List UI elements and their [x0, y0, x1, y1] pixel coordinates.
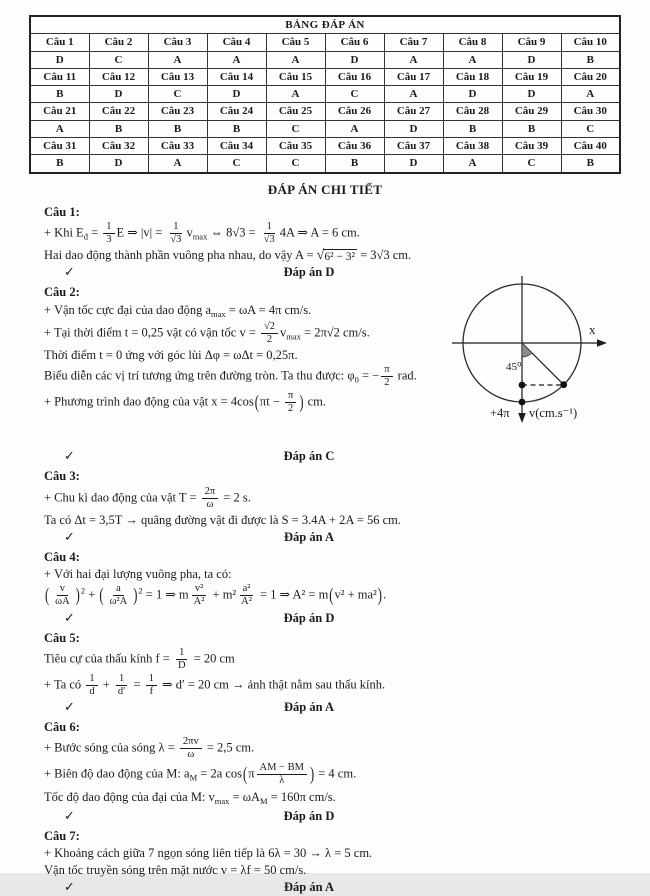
checkmark-icon: ✓	[64, 699, 75, 715]
solution-line	[44, 862, 632, 878]
math-text: +	[85, 587, 99, 602]
projection-point	[519, 382, 526, 389]
math-text: = 3√3 cm.	[356, 247, 412, 262]
math-text: .	[382, 587, 387, 602]
big-parenthesis: (	[45, 584, 50, 606]
answer-line	[44, 529, 574, 546]
question-label-cell: Câu 26	[325, 103, 384, 120]
answer-cell: B	[502, 120, 561, 137]
question-block-4	[44, 549, 632, 627]
math-text: + Bước sóng của sóng λ =	[44, 740, 178, 755]
math-text: ⇒ d′ = 20 cm → ảnh thật nằm sau thấu kính.	[158, 677, 386, 692]
circle-bottom-point	[519, 399, 526, 406]
math-text: =	[87, 225, 102, 240]
solution-line	[44, 221, 632, 246]
question-label-cell: Câu 29	[502, 103, 561, 120]
math-text: + Biên độ dao động của M: a	[44, 766, 190, 781]
fraction: $\frac{\text{v²}}{\text{A²}}$	[193, 583, 205, 608]
math-text: + Khi E	[44, 225, 84, 240]
answer-cell: B	[561, 155, 620, 173]
question-label-cell: Câu 35	[266, 138, 325, 155]
answer-cell: B	[30, 86, 89, 103]
fraction: $\frac{1}{d}$	[86, 673, 97, 698]
math-text: E ⇒ |v| =	[116, 225, 166, 240]
answer-cell: C	[325, 86, 384, 103]
answer-row	[30, 155, 620, 173]
answer-cell: C	[502, 155, 561, 173]
solution-line	[44, 486, 632, 511]
question-label-cell: Câu 15	[266, 68, 325, 85]
answer-cell: B	[89, 120, 148, 137]
math-text: + Ta có	[44, 677, 85, 692]
question-label-row	[30, 34, 620, 51]
answer-cell: B	[561, 51, 620, 68]
subscript: max	[192, 231, 208, 242]
answer-cell: D	[443, 86, 502, 103]
question-label-cell: Câu 28	[443, 103, 502, 120]
fraction: $\frac{1}{√3}$	[170, 220, 182, 245]
answer-label: Đáp án D	[283, 808, 335, 823]
big-parenthesis: )	[377, 584, 382, 606]
math-text: = 1 ⇒ A² = m	[256, 587, 329, 602]
question-label-cell: Câu 40	[561, 138, 620, 155]
question-heading: Câu 5:	[44, 630, 80, 645]
answer-cell: A	[384, 51, 443, 68]
fraction: $\frac{\text{a²}}{\text{A²}}$	[241, 583, 252, 608]
checkmark-icon: ✓	[64, 448, 75, 464]
question-label-cell: Câu 37	[384, 138, 443, 155]
solution-line	[44, 762, 632, 787]
fraction: $\frac{1}{d'}$	[117, 672, 126, 697]
subscript: đ	[83, 231, 88, 242]
superscript: 2	[138, 585, 143, 596]
fraction: $\frac{v}{\omega A}$	[55, 583, 70, 608]
math-text: v	[280, 325, 287, 340]
answer-cell: A	[384, 86, 443, 103]
answer-cell: D	[207, 86, 266, 103]
question-label-cell: Câu 13	[148, 68, 207, 85]
question-label-cell: Câu 36	[325, 138, 384, 155]
answer-cell: A	[148, 155, 207, 173]
angle-wedge	[522, 343, 532, 357]
big-parenthesis: (	[99, 584, 104, 606]
question-label-cell: Câu 8	[443, 34, 502, 51]
question-label-row	[30, 68, 620, 85]
question-label-cell: Câu 21	[30, 103, 89, 120]
fraction: $\frac{AM - BM}{\lambda}$	[257, 762, 307, 787]
question-label-cell: Câu 1	[30, 34, 89, 51]
answer-line	[44, 808, 574, 825]
math-text: = −	[358, 368, 380, 383]
math-text: v² + ma²	[334, 587, 377, 602]
math-text: = 160π cm/s.	[267, 789, 336, 804]
answer-row	[30, 51, 620, 68]
fraction: $\frac{1}{√3}$	[263, 220, 275, 245]
fraction: $\frac{\pi}{2}$	[381, 364, 392, 389]
math-text: =	[130, 677, 144, 692]
big-parenthesis: )	[75, 584, 80, 606]
math-text: + Vận tốc cực đại của dao động a	[44, 302, 212, 317]
question-label-cell: Câu 20	[561, 68, 620, 85]
answer-line	[44, 699, 574, 716]
subscript: max	[286, 331, 301, 342]
question-heading: Câu 4:	[44, 549, 80, 564]
question-heading: Câu 2:	[44, 285, 80, 300]
subscript: max	[214, 795, 230, 806]
math-text: 4A ⇒ A = 6 cm.	[279, 225, 360, 240]
math-text: + Tại thời điểm t = 0,25 vật có vận tốc v =	[44, 325, 259, 340]
math-text: π	[248, 766, 255, 781]
question-label-cell: Câu 5	[266, 34, 325, 51]
answer-cell: A	[443, 155, 502, 173]
x-axis-label: x	[589, 322, 596, 337]
math-text: Thời điểm t = 0 ứng với góc lùi Δφ = ωΔt = 0,25π.	[44, 347, 298, 362]
answer-cell: C	[207, 155, 266, 173]
checkmark-icon: ✓	[64, 264, 75, 280]
solution-line	[44, 512, 632, 528]
phasor-diagram	[450, 256, 646, 428]
answer-label: Đáp án C	[283, 449, 335, 464]
solution-line	[44, 583, 632, 608]
answer-cell: C	[266, 155, 325, 173]
question-label-cell: Câu 38	[443, 138, 502, 155]
math-text: + Với hai đại lượng vuông pha, ta có:	[44, 567, 232, 582]
math-text: cm.	[304, 394, 327, 409]
answer-label: Đáp án D	[283, 610, 335, 625]
fraction: $\frac{a}{\text{ω²A}}$	[109, 583, 128, 608]
question-label-cell: Câu 12	[89, 68, 148, 85]
answer-cell: B	[148, 120, 207, 137]
answer-cell: D	[384, 155, 443, 173]
x-axis-arrow	[597, 339, 607, 347]
answer-cell: C	[561, 120, 620, 137]
solution-line	[44, 566, 632, 582]
question-label-cell: Câu 18	[443, 68, 502, 85]
math-text: Tốc độ dao động của đại của M: v	[44, 789, 215, 804]
subscript: max	[211, 308, 226, 319]
question-label-cell: Câu 14	[207, 68, 266, 85]
question-label-cell: Câu 6	[325, 34, 384, 51]
math-text: Ta có Δt = 3,5T → quãng đường vật đi được là S = 3.4A + 2A = 56 cm.	[44, 512, 402, 527]
math-text: Tiêu cự của thấu kính f =	[44, 651, 173, 666]
answer-cell: B	[207, 120, 266, 137]
question-label-cell: Câu 30	[561, 103, 620, 120]
question-label-cell: Câu 24	[207, 103, 266, 120]
answer-label: Đáp án A	[283, 700, 335, 715]
answer-cell: C	[148, 86, 207, 103]
question-label-cell: Câu 25	[266, 103, 325, 120]
answer-cell: A	[207, 51, 266, 68]
question-label-row	[30, 138, 620, 155]
question-label-cell: Câu 23	[148, 103, 207, 120]
answer-table-section	[29, 0, 621, 174]
answer-cell: A	[443, 51, 502, 68]
answer-cell: D	[384, 120, 443, 137]
solution-line	[44, 673, 632, 698]
question-label-cell: Câu 19	[502, 68, 561, 85]
answer-line	[44, 448, 574, 465]
math-text: Hai dao động thành phần vuông pha nhau, do vậy A =	[44, 247, 317, 262]
solution-line	[44, 647, 632, 672]
question-label-cell: Câu 10	[561, 34, 620, 51]
question-label-row	[30, 103, 620, 120]
math-text: = 2 s.	[220, 489, 251, 504]
big-parenthesis: (	[243, 763, 248, 785]
math-text: = 2,5 cm.	[203, 740, 255, 755]
answer-line	[44, 879, 574, 896]
v-axis-label: v(cm.s⁻¹)	[529, 406, 578, 420]
question-label-cell: Câu 34	[207, 138, 266, 155]
question-heading: Câu 3:	[44, 469, 80, 484]
big-parenthesis: (	[254, 391, 259, 413]
question-label-cell: Câu 31	[30, 138, 89, 155]
math-text: = 2a cos	[197, 766, 243, 781]
answer-cell: D	[502, 51, 561, 68]
question-label-cell: Câu 3	[148, 34, 207, 51]
question-label-cell: Câu 16	[325, 68, 384, 85]
math-text: Vận tốc truyền sóng trên mặt nước v = λf = 50 cm/s.	[44, 863, 307, 878]
question-block-7	[44, 828, 632, 896]
square-root: √ 6² − 3²	[316, 247, 355, 263]
question-label-cell: Câu 2	[89, 34, 148, 51]
answer-cell: A	[266, 86, 325, 103]
fraction: $\frac{2\pi}{\omega}$	[202, 486, 219, 511]
math-text: = 2π√2 cm/s.	[300, 325, 370, 340]
question-label-cell: Câu 9	[502, 34, 561, 51]
question-label-cell: Câu 39	[502, 138, 561, 155]
solution-line	[44, 789, 632, 807]
answer-cell: C	[266, 120, 325, 137]
answer-cell: A	[561, 86, 620, 103]
math-text: = 4 cm.	[315, 766, 357, 781]
answer-cell: A	[266, 51, 325, 68]
fraction: $\frac{√2}{2}$	[261, 321, 278, 346]
question-block-6	[44, 719, 632, 825]
math-text: + Khoảng cách giữa 7 ngọn sóng liên tiếp là 6λ = 30 → λ = 5 cm.	[44, 845, 373, 860]
math-text: + Chu kì dao động của vật T =	[44, 489, 200, 504]
question-label-cell: Câu 32	[89, 138, 148, 155]
answer-cell: A	[148, 51, 207, 68]
answer-cell: D	[30, 51, 89, 68]
question-label-cell: Câu 11	[30, 68, 89, 85]
big-parenthesis: )	[133, 584, 138, 606]
question-block-3	[44, 468, 632, 546]
answer-label: Đáp án A	[283, 529, 335, 544]
v-axis-arrow	[518, 413, 526, 423]
math-text: + Phương trình dao động của vật x = 4cos	[44, 394, 254, 409]
answer-cell: A	[30, 120, 89, 137]
answer-cell: A	[325, 120, 384, 137]
question-heading: Câu 7:	[44, 828, 80, 843]
question-label-cell: Câu 33	[148, 138, 207, 155]
answer-row	[30, 120, 620, 137]
answer-cell: C	[89, 51, 148, 68]
fraction: $\frac{2\pi v}{\omega}$	[180, 736, 202, 761]
math-text: Biểu diễn các vị trí tương ứng trên đường tròn. Ta thu được: φ	[44, 368, 355, 383]
subscript: M	[189, 772, 198, 783]
answer-cell: D	[89, 86, 148, 103]
checkmark-icon: ✓	[64, 879, 75, 895]
question-heading: Câu 1:	[44, 204, 80, 219]
answer-cell: B	[325, 155, 384, 173]
math-text: ⇔ 8√3 =	[207, 225, 259, 240]
question-label-cell: Câu 27	[384, 103, 443, 120]
checkmark-icon: ✓	[64, 609, 75, 625]
answer-table	[29, 15, 621, 174]
fraction: $\frac{1}{D}$	[177, 646, 186, 671]
math-text: rad.	[394, 368, 417, 383]
math-text: v	[186, 225, 193, 240]
solution-line	[44, 845, 632, 861]
big-parenthesis: (	[329, 584, 334, 606]
table-title-row	[30, 16, 620, 34]
answer-table-body	[30, 16, 620, 173]
solution-line	[44, 736, 632, 761]
question-block-5	[44, 630, 632, 717]
subscript: 0	[354, 374, 359, 385]
checkmark-icon: ✓	[64, 807, 75, 823]
table-title: BẢNG ĐÁP ÁN	[30, 16, 620, 34]
answer-cell: D	[502, 86, 561, 103]
phasor-point	[560, 381, 567, 388]
big-parenthesis: )	[299, 391, 304, 413]
big-parenthesis: )	[309, 763, 315, 785]
detail-section-title: ĐÁP ÁN CHI TIẾT	[267, 181, 383, 197]
answer-label: Đáp án A	[283, 880, 335, 895]
question-label-cell: Câu 17	[384, 68, 443, 85]
answer-line	[44, 610, 574, 627]
question-label-cell: Câu 4	[207, 34, 266, 51]
math-text: = ωA = 4π cm/s.	[225, 302, 312, 317]
superscript: 2	[80, 585, 86, 596]
math-text: + m²	[209, 587, 237, 602]
question-label-cell: Câu 22	[89, 103, 148, 120]
question-label-cell: Câu 7	[384, 34, 443, 51]
math-text: = 20 cm	[190, 651, 235, 666]
math-text: +	[99, 677, 113, 692]
fraction: $\frac{\pi}{2}$	[285, 390, 296, 415]
answer-cell: D	[325, 51, 384, 68]
angle-label: 45⁰	[506, 361, 522, 373]
question-heading: Câu 6:	[44, 720, 80, 735]
math-text: = 1 ⇒ m	[142, 587, 189, 602]
subscript: M	[260, 795, 268, 806]
answer-cell: D	[89, 155, 148, 173]
answer-label: Đáp án D	[283, 265, 335, 280]
fraction: $\frac{1}{f}$	[146, 673, 157, 698]
answer-cell: B	[30, 155, 89, 173]
math-text: πt −	[259, 394, 284, 409]
checkmark-icon: ✓	[64, 528, 75, 544]
answer-row	[30, 86, 620, 103]
math-text: = ωA	[229, 789, 260, 804]
fraction: $\frac{1}{3}$	[103, 221, 114, 246]
answer-cell: B	[443, 120, 502, 137]
omega-label: +4π	[490, 406, 510, 420]
